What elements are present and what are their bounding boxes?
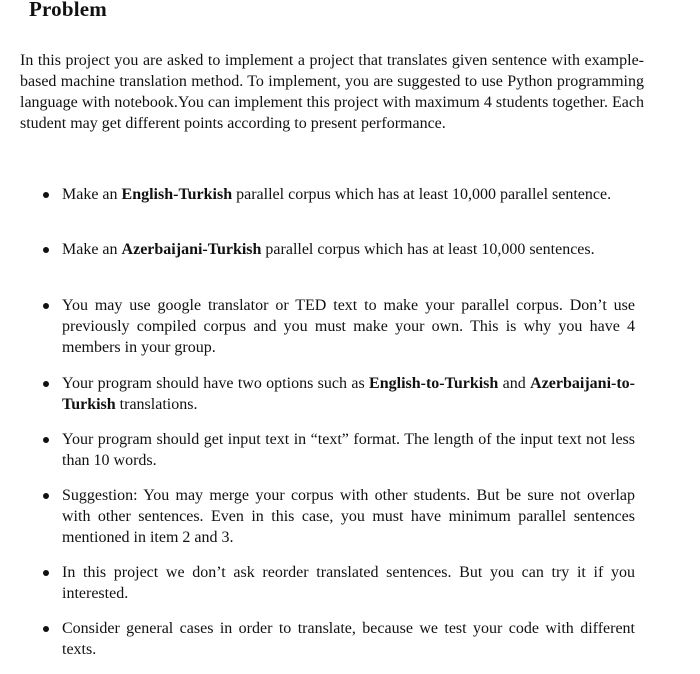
list-item-text: translations. [115,396,198,413]
bullet-dot [43,626,49,632]
list-item-text: Your program should get input text in “text” format. The length of the input text not less than 10 words. [62,431,635,469]
bullet-dot [43,247,49,253]
list-item-text: and [498,375,531,392]
list-item [0,562,635,618]
list-item [0,429,635,485]
list-item [0,239,635,295]
list-item [0,295,635,373]
section-title: Problem [29,0,107,21]
list-item-text: Make an [62,241,122,258]
list-item [0,373,635,429]
bullet-dot [43,192,49,198]
bullet-dot [43,493,49,499]
list-item-text: You may use google translator or TED text to make your parallel corpus. Don’t use previously compiled corpus and you must make your own. This is why you have 4 members in your group. [62,297,635,356]
list-item [0,618,635,662]
requirements-list [0,184,700,662]
list-item-bold-text: Azerbaijani-to-Turkish [62,375,635,413]
intro-paragraph: In this project you are asked to implement a project that translates given sentence with example-based machine translation method. To implement, you are suggested to use Python programming language with notebook.You can implement this project with maximum 4 students together. Each student may get different points according to present performance. [20,52,644,132]
list-item-text: parallel corpus which has at least 10,000 parallel sentence. [232,186,612,203]
list-item-text: parallel corpus which has at least 10,000 sentences. [261,241,595,258]
list-item-text: Consider general cases in order to translate, because we test your code with different texts. [62,620,635,658]
list-item-text: In this project we don’t ask reorder translated sentences. But you can try it if you interested. [62,564,635,602]
list-item-text: Make an [62,186,122,203]
bullet-dot [43,303,49,309]
list-item [0,184,635,239]
bullet-dot [43,381,49,387]
list-item-text: Your program should have two options such as [62,375,370,392]
list-item-bold-text: English-to-Turkish [369,375,499,392]
list-item-text: Suggestion: You may merge your corpus with other students. But be sure not overlap with other sentences. Even in this case, you must have minimum parallel sentences mentioned in item 2 and 3. [62,487,635,546]
bullet-dot [43,570,49,576]
bullet-dot [43,437,49,443]
list-item-bold-text: English-Turkish [121,186,233,203]
list-item [0,485,635,562]
list-item-bold-text: Azerbaijani-Turkish [121,241,262,258]
